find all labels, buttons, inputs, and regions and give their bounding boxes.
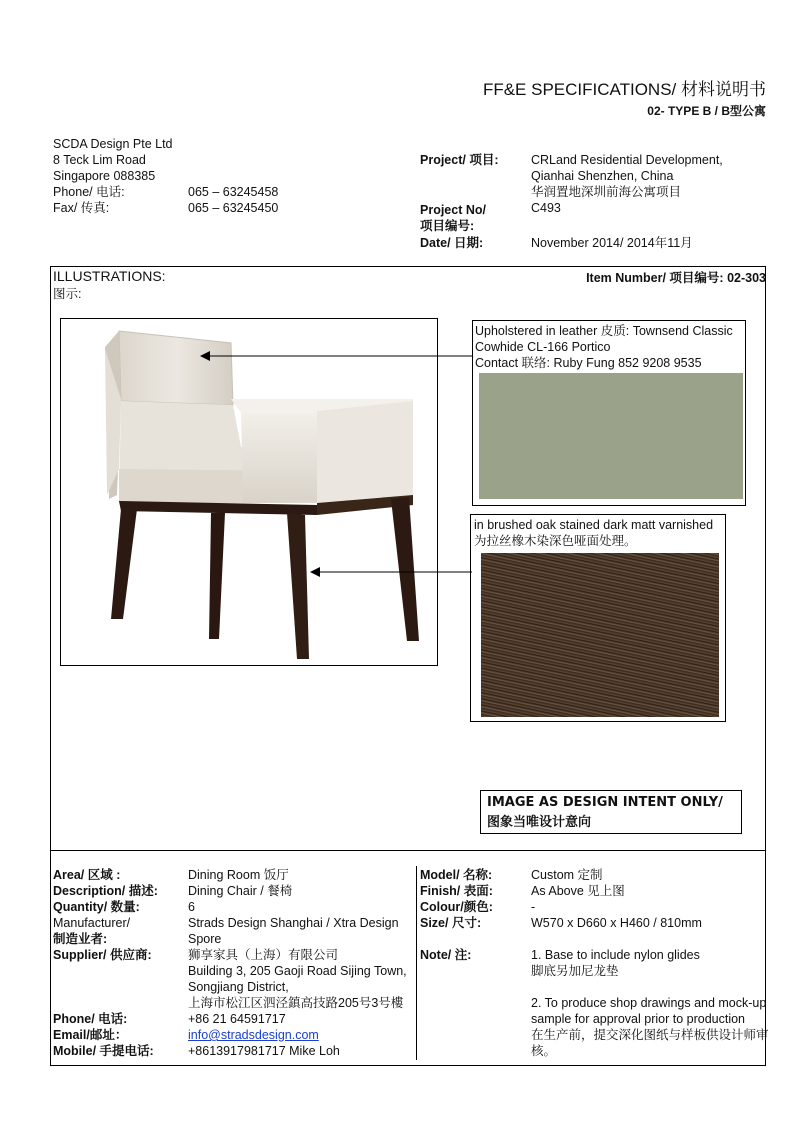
supplier-line-1: 狮享家具（上海）有限公司 xyxy=(188,948,339,962)
company-address-line1: 8 Teck Lim Road xyxy=(53,153,146,167)
project-line-2: Qianhai Shenzhen, China xyxy=(531,169,674,183)
project-number: C493 xyxy=(531,201,561,215)
company-numbers xyxy=(188,184,278,216)
manufacturer-label: Manufacturer/ xyxy=(53,916,131,930)
supplier-mobile: +8613917981717 Mike Loh xyxy=(188,1044,340,1058)
note-2-line-2: sample for approval prior to production xyxy=(531,1012,746,1026)
supplier-line-3: Songjiang District, xyxy=(188,980,289,994)
project-line-3: 华润置地深圳前海公寓项目 xyxy=(531,185,682,199)
company-address-line2: Singapore 088385 xyxy=(53,169,156,183)
size-value: W570 x D660 x H460 / 810mm xyxy=(531,916,702,930)
note-2-line-3: 在生产前，提交深化图纸与样板供设计师审 xyxy=(531,1028,769,1042)
supplier-line-4: 上海市松江区泗泾鎮高技路205号3号樓 xyxy=(188,996,404,1010)
details-right-values xyxy=(531,867,702,931)
supplier-line-2: Building 3, 205 Gaoji Road Sijing Town, xyxy=(188,964,407,978)
details-right-labels xyxy=(420,867,493,931)
design-intent-line-2: 图象当唯设计意向 xyxy=(487,815,592,830)
company-block xyxy=(53,136,173,216)
phone-label: Phone/ 电话: xyxy=(53,1012,128,1026)
illustrations-label-cn: 图示: xyxy=(53,287,82,301)
details-left-labels xyxy=(53,867,158,963)
design-intent-line-1: IMAGE AS DESIGN INTENT ONLY/ xyxy=(487,795,723,810)
leather-swatch xyxy=(479,373,743,499)
note-1-cn: 脚底另加尼龙垫 xyxy=(531,964,619,978)
illustrations-label: ILLUSTRATIONS: xyxy=(53,268,166,284)
manufacturer-value-line-1: Strads Design Shanghai / Xtra Design xyxy=(188,916,399,930)
date-label: Date/ 日期: xyxy=(420,236,484,250)
company-name: SCDA Design Pte Ltd xyxy=(53,137,173,151)
mobile-label: Mobile/ 手提电话: xyxy=(53,1044,154,1058)
details-divider xyxy=(50,850,766,851)
spec-title: FF&E SPECIFICATIONS/ 材料说明书 xyxy=(482,80,766,99)
note-2-line-4: 核。 xyxy=(531,1044,557,1058)
project-number-label-en: Project No/ xyxy=(420,203,486,217)
details-left-values xyxy=(188,867,407,1059)
project-number-label-cn: 项目编号: xyxy=(420,219,475,233)
company-phone: 065 – 63245458 xyxy=(188,185,279,199)
supplier-phone: +86 21 64591717 xyxy=(188,1012,286,1026)
model-label: Model/ 名称: xyxy=(420,868,493,882)
supplier-label: Supplier/ 供应商: xyxy=(53,948,152,962)
description-value: Dining Chair / 餐椅 xyxy=(188,884,293,898)
quantity-value: 6 xyxy=(188,900,195,914)
colour-value: - xyxy=(531,900,536,914)
oak-text xyxy=(471,515,725,549)
quantity-label: Quantity/ 数量: xyxy=(53,900,140,914)
oak-line-2: 为拉丝橡木染深色哑面处理。 xyxy=(474,534,637,548)
size-label: Size/ 尺寸: xyxy=(420,916,482,930)
project-name xyxy=(531,152,723,216)
design-intent-note xyxy=(480,790,742,834)
project-line-1: CRLand Residential Development, xyxy=(531,153,723,167)
note-2-line-1: 2. To produce shop drawings and mock-up xyxy=(531,996,767,1010)
details-column-divider xyxy=(416,866,417,1060)
arrow-head-leather xyxy=(200,351,210,361)
company-fax: 065 – 63245450 xyxy=(188,201,279,215)
leather-line-2: Cowhide CL-166 Portico xyxy=(475,340,611,354)
colour-label: Colour/颜色: xyxy=(420,900,493,914)
leather-spec-box xyxy=(472,320,746,506)
item-number: Item Number/ 项目编号: 02-303 xyxy=(586,271,766,285)
company-phone-label: Phone/ 电话: xyxy=(53,185,125,199)
model-value: Custom 定制 xyxy=(531,868,603,882)
finish-value: As Above 见上图 xyxy=(531,884,625,898)
leather-line-1: Upholstered in leather 皮质: Townsend Classic xyxy=(475,324,733,338)
oak-line-1: in brushed oak stained dark matt varnished xyxy=(474,518,714,532)
area-label: Area/ 区域 : xyxy=(53,868,121,882)
finish-label: Finish/ 表面: xyxy=(420,884,493,898)
leather-line-3: Contact 联络: Ruby Fung 852 9208 9535 xyxy=(475,356,702,370)
project-label: Project/ 项目: xyxy=(420,153,499,167)
spec-subtitle: 02- TYPE B / B型公寓 xyxy=(647,104,766,118)
notes xyxy=(531,947,769,1059)
annotation-arrows xyxy=(190,340,480,580)
manufacturer-label-cn: 制造业者: xyxy=(53,932,108,946)
leather-text xyxy=(473,321,745,371)
company-fax-label: Fax/ 传真: xyxy=(53,201,110,215)
description-label: Description/ 描述: xyxy=(53,884,158,898)
area-value: Dining Room 饭厅 xyxy=(188,868,289,882)
note-label: Note/ 注: xyxy=(420,948,472,962)
arrow-head-oak xyxy=(310,567,320,577)
oak-spec-box xyxy=(470,514,726,722)
manufacturer-value-line-2: Spore xyxy=(188,932,222,946)
oak-swatch xyxy=(481,553,719,717)
supplier-email-link[interactable]: info@stradsdesign.com xyxy=(188,1028,319,1042)
email-label: Email/邮址： xyxy=(53,1028,128,1042)
date-value: November 2014/ 2014年11月 xyxy=(531,236,693,250)
contact-labels xyxy=(53,1011,154,1059)
project-number-label xyxy=(420,202,486,234)
note-1-en: 1. Base to include nylon glides xyxy=(531,948,700,962)
